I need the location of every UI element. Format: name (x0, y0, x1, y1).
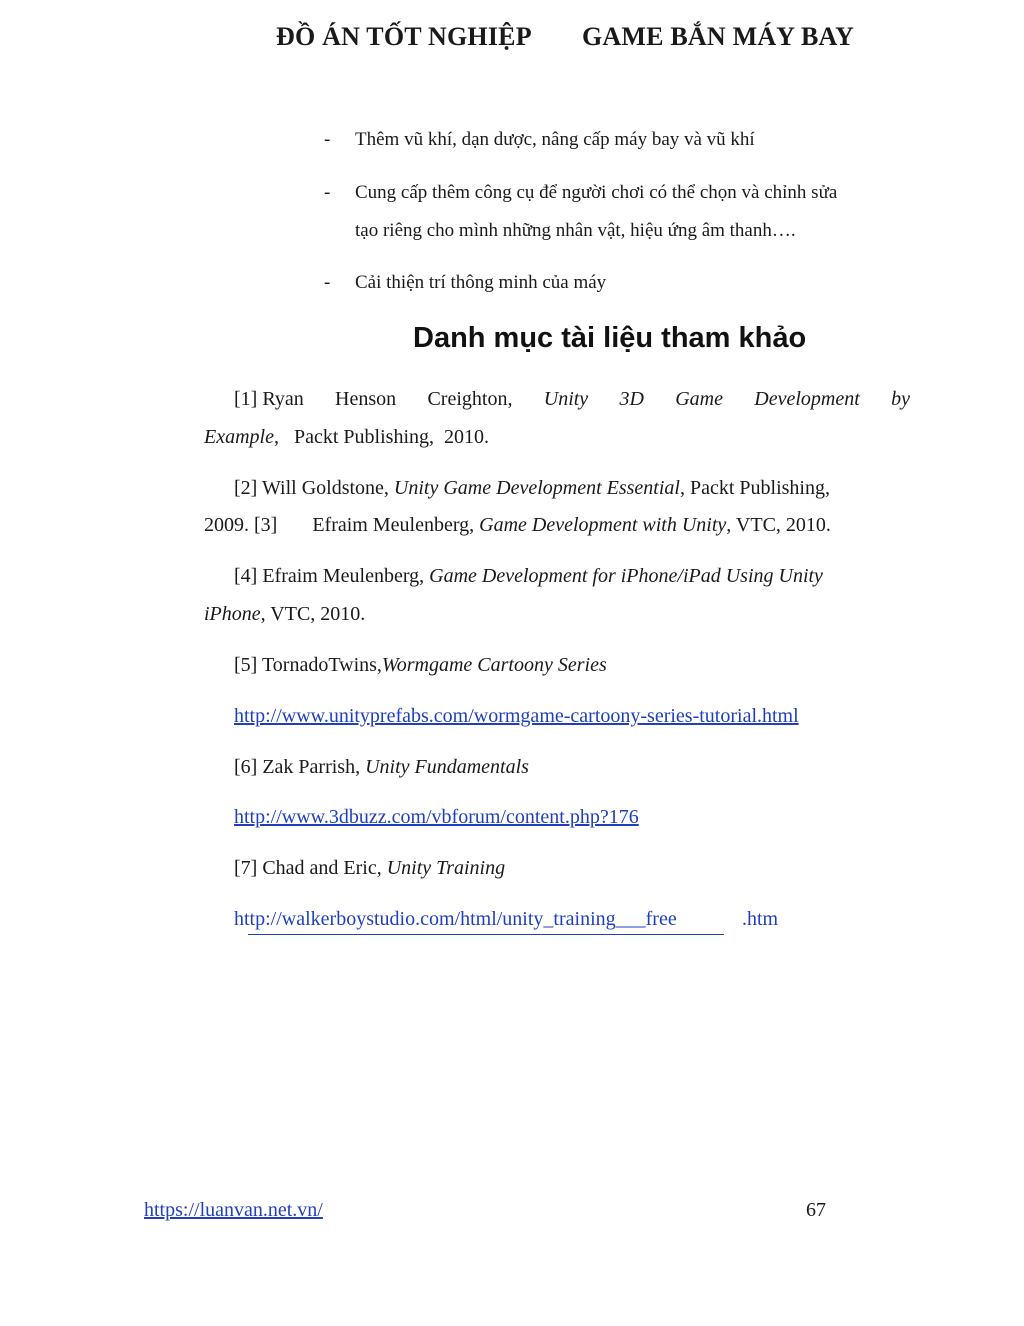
reference-7-line1 (234, 857, 505, 880)
ref-title-italic: Example (204, 426, 274, 448)
bullet-dash: - (324, 272, 331, 293)
ref-author: [7] Chad and Eric, (234, 857, 387, 879)
ref-author: [4] Efraim Meulenberg, (234, 565, 430, 587)
ref-publisher: , VTC, 2010. (260, 603, 366, 625)
reference-1-line2 (204, 426, 489, 449)
bullet-item-ai: Cải thiện trí thông minh của máy (355, 272, 607, 293)
reference-7-url-underline (248, 934, 724, 935)
reference-7-url-tail[interactable]: .htm (742, 908, 779, 930)
ref-title-italic: Unity Fundamentals (365, 756, 529, 778)
bullet-dash: - (324, 182, 331, 203)
bullet-item-tools: Cung cấp thêm công cụ để người chơi có thể chọn và chỉnh sửa (355, 182, 838, 203)
ref-author: [2] Will Goldstone, (234, 477, 394, 499)
reference-5-url-link[interactable]: http://www.unityprefabs.com/wormgame-cartoony-series-tutorial.html (234, 705, 799, 727)
ref-word-italic: Unity (543, 388, 589, 410)
ref-word-italic: Game (675, 388, 723, 410)
ref-word: Creighton, (427, 388, 513, 410)
ref-title-italic: iPhone (204, 603, 261, 625)
reference-2-line1 (234, 477, 830, 500)
ref-word-italic: 3D (619, 388, 644, 410)
ref-author: 2009. [3] Efraim Meulenberg, (204, 514, 480, 536)
bullet-item-weapons: Thêm vũ khí, dạn dược, nâng cấp máy bay và vũ khí (355, 129, 755, 150)
ref-author: [6] Zak Parrish, (234, 756, 366, 778)
reference-4-line2 (204, 603, 365, 626)
ref-title-italic: Wormgame Cartoony Series (381, 654, 607, 676)
reference-6-url-link[interactable]: http://www.3dbuzz.com/vbforum/content.php?176 (234, 806, 639, 828)
ref-publisher: , Packt Publishing, 2010. (273, 426, 489, 448)
reference-5-line1 (234, 654, 607, 677)
page-number: 67 (806, 1199, 826, 1221)
reference-7-url-link[interactable]: http://walkerboystudio.com/html/unity_training___free (234, 908, 677, 930)
bullet-item-tools-continued: tạo riêng cho mình những nhân vật, hiệu ứng âm thanh…. (355, 220, 796, 241)
reference-1-line1 (234, 388, 910, 411)
footer-website-link[interactable]: https://luanvan.net.vn/ (144, 1199, 323, 1221)
bullet-dash: - (324, 129, 331, 150)
header-right-title: GAME BẮN MÁY BAY (582, 22, 855, 51)
header-left-title: ĐỒ ÁN TỐT NGHIỆP (276, 22, 532, 51)
ref-title-italic: Game Development for iPhone/iPad Using Unity (429, 565, 823, 587)
reference-4-line1 (234, 565, 823, 588)
reference-6-line1 (234, 756, 529, 779)
reference-3-line (204, 514, 831, 537)
ref-title-italic: Game Development with Unity (479, 514, 727, 536)
ref-title-italic: Unity Game Development Essential (393, 477, 680, 499)
references-heading: Danh mục tài liệu tham khảo (413, 322, 807, 354)
ref-author: [5] TornadoTwins, (234, 654, 382, 676)
ref-publisher: , VTC, 2010. (726, 514, 831, 536)
ref-word: Henson (335, 388, 397, 410)
ref-title-italic: Unity Training (386, 857, 506, 879)
ref-publisher: , Packt Publishing, (679, 477, 830, 499)
ref-word: [1] Ryan (234, 388, 304, 410)
ref-word-italic: Development (754, 388, 860, 410)
ref-word-italic: by (891, 388, 910, 410)
